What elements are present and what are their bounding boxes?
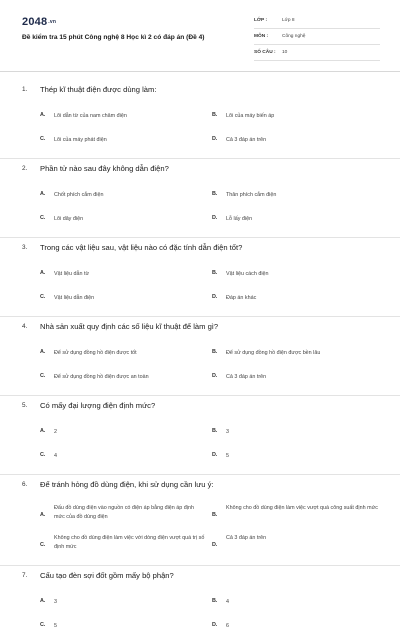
question-3	[0, 238, 400, 317]
page-header	[0, 0, 400, 68]
question-options	[0, 592, 400, 640]
option-row	[0, 501, 400, 531]
question-options	[0, 501, 400, 561]
option-text: 4	[54, 453, 57, 459]
option-text: Cả 3 đáp án trên	[226, 137, 267, 143]
option-b[interactable]	[212, 106, 382, 130]
header-divider	[0, 71, 400, 72]
option-b[interactable]	[212, 501, 382, 531]
question-options	[0, 185, 400, 233]
question-4	[0, 317, 400, 396]
option-row	[0, 531, 400, 561]
option-letter: C.	[40, 136, 46, 142]
question-text: Có mấy đại lượng điện định mức?	[40, 401, 156, 410]
question-list	[0, 80, 400, 640]
question-header	[0, 159, 400, 185]
option-row	[0, 209, 400, 233]
meta-count-key: SỐ CÂU :	[254, 50, 276, 55]
option-row	[0, 422, 400, 446]
question-text: Thép kĩ thuật điện được dùng làm:	[40, 85, 157, 94]
meta-class-value: Lớp 8	[282, 18, 295, 23]
option-d[interactable]	[212, 130, 382, 154]
option-c[interactable]	[40, 446, 210, 470]
option-row	[0, 264, 400, 288]
option-row	[0, 106, 400, 130]
option-letter: D.	[212, 452, 218, 458]
option-text: 4	[226, 599, 229, 605]
question-number: 7.	[22, 572, 28, 579]
option-row	[0, 288, 400, 312]
option-text: Không cho đồ dùng điện làm việc với dòng điện vượt quá trị số định mức	[54, 535, 205, 550]
option-letter: C.	[40, 373, 46, 379]
option-text: 3	[54, 599, 57, 605]
option-text: Cả 3 đáp án trên	[226, 535, 267, 541]
option-letter: D.	[212, 622, 218, 628]
option-letter: C.	[40, 542, 46, 548]
question-2	[0, 159, 400, 238]
option-c[interactable]	[40, 288, 210, 312]
option-letter: B.	[212, 512, 218, 518]
option-text: Đấu đồ dùng điện vào nguồn có điện áp bằng điện áp định mức của đồ dùng điện	[54, 505, 194, 520]
option-a[interactable]	[40, 185, 210, 209]
option-text: 6	[226, 623, 229, 629]
question-header	[0, 80, 400, 106]
option-letter: D.	[212, 215, 218, 221]
question-text: Trong các vật liệu sau, vật liệu nào có đặc tính dẫn điện tốt?	[40, 243, 243, 252]
question-header	[0, 475, 400, 501]
question-options	[0, 106, 400, 154]
option-row	[0, 446, 400, 470]
option-letter: B.	[212, 191, 218, 197]
option-letter: A.	[40, 270, 46, 276]
meta-subject-row	[254, 31, 380, 45]
question-text: Để tránh hỏng đồ dùng điện, khi sử dụng cần lưu ý:	[40, 480, 214, 489]
option-letter: A.	[40, 428, 46, 434]
option-b[interactable]	[212, 185, 382, 209]
option-letter: A.	[40, 598, 46, 604]
option-letter: C.	[40, 215, 46, 221]
option-letter: B.	[212, 270, 218, 276]
question-number: 2.	[22, 165, 28, 172]
question-number: 5.	[22, 402, 28, 409]
option-text: Để sử dụng đồng hồ điện được tốt	[54, 350, 137, 356]
option-text: 2	[54, 429, 57, 435]
question-number: 1.	[22, 86, 28, 93]
option-text: Cả 3 đáp án trên	[226, 374, 267, 380]
question-text: Phần tử nào sau đây không dẫn điện?	[40, 164, 169, 173]
question-text: Nhà sản xuất quy định các số liệu kĩ thuật để làm gì?	[40, 322, 219, 331]
question-header	[0, 396, 400, 422]
option-text: Không cho đồ dùng điện làm việc vượt quá công suất định mức	[226, 505, 378, 511]
option-letter: D.	[212, 294, 218, 300]
option-d[interactable]	[212, 616, 382, 640]
option-text: Thân phích cắm điện	[226, 192, 277, 198]
option-text: Vật liệu dẫn từ	[54, 271, 90, 277]
meta-class-key: LỚP :	[254, 18, 268, 23]
option-letter: D.	[212, 542, 218, 548]
option-d[interactable]	[212, 367, 382, 391]
option-text: Vật liệu dẫn điện	[54, 295, 95, 301]
option-c[interactable]	[40, 531, 210, 561]
meta-count-row	[254, 47, 380, 61]
option-a[interactable]	[40, 106, 210, 130]
option-text: Để sử dụng đồng hồ điện được an toàn	[54, 374, 149, 380]
option-text: Lõi của máy biến áp	[226, 113, 275, 119]
option-b[interactable]	[212, 343, 382, 367]
option-d[interactable]	[212, 209, 382, 233]
meta-count-value: 10	[282, 50, 288, 55]
option-text: Vật liệu cách điện	[226, 271, 269, 277]
option-letter: A.	[40, 512, 46, 518]
option-row	[0, 185, 400, 209]
option-letter: A.	[40, 112, 46, 118]
option-d[interactable]	[212, 531, 382, 561]
option-letter: C.	[40, 452, 46, 458]
option-b[interactable]	[212, 422, 382, 446]
option-c[interactable]	[40, 616, 210, 640]
meta-class-row	[254, 15, 380, 29]
document-title: Đề kiểm tra 15 phút Công nghệ 8 Học kì 2 có đáp án (Đề 4)	[22, 34, 205, 41]
meta-subject-value: Công nghệ	[282, 34, 306, 39]
option-text: Đáp án khác	[226, 295, 257, 301]
option-text: Lõi của máy phát điện	[54, 137, 107, 143]
option-d[interactable]	[212, 288, 382, 312]
option-letter: B.	[212, 598, 218, 604]
question-header	[0, 238, 400, 264]
option-text: Lõi dây điện	[54, 216, 84, 222]
option-text: Lỗ lấy điện	[226, 216, 253, 222]
option-letter: A.	[40, 191, 46, 197]
option-row	[0, 367, 400, 391]
option-row	[0, 343, 400, 367]
logo-suffix-text: .vn	[48, 19, 57, 26]
option-row	[0, 130, 400, 154]
option-text: 5	[226, 453, 229, 459]
option-letter: D.	[212, 373, 218, 379]
option-c[interactable]	[40, 130, 210, 154]
meta-subject-key: MÔN :	[254, 34, 269, 39]
question-header	[0, 566, 400, 592]
option-text: Lõi dẫn từ của nam châm điện	[54, 113, 127, 119]
option-letter: C.	[40, 294, 46, 300]
question-number: 4.	[22, 323, 28, 330]
option-b[interactable]	[212, 592, 382, 616]
question-options	[0, 264, 400, 312]
option-a[interactable]	[40, 422, 210, 446]
question-number: 3.	[22, 244, 28, 251]
option-c[interactable]	[40, 367, 210, 391]
option-letter: B.	[212, 112, 218, 118]
logo-main-text: 2048	[22, 16, 48, 28]
question-options	[0, 422, 400, 470]
option-row	[0, 592, 400, 616]
question-6	[0, 475, 400, 566]
option-b[interactable]	[212, 264, 382, 288]
option-letter: D.	[212, 136, 218, 142]
question-7	[0, 566, 400, 640]
site-logo[interactable]	[22, 16, 56, 28]
document-meta	[254, 15, 380, 61]
option-text: 5	[54, 623, 57, 629]
option-a[interactable]	[40, 501, 210, 531]
question-1	[0, 80, 400, 159]
question-header	[0, 317, 400, 343]
option-c[interactable]	[40, 209, 210, 233]
option-d[interactable]	[212, 446, 382, 470]
option-letter: B.	[212, 349, 218, 355]
option-row	[0, 616, 400, 640]
option-letter: B.	[212, 428, 218, 434]
question-5	[0, 396, 400, 475]
option-a[interactable]	[40, 592, 210, 616]
option-text: Để sử dụng đồng hồ điện được bền lâu	[226, 350, 321, 356]
option-letter: A.	[40, 349, 46, 355]
option-a[interactable]	[40, 343, 210, 367]
option-letter: C.	[40, 622, 46, 628]
option-a[interactable]	[40, 264, 210, 288]
question-text: Cấu tạo đèn sợi đốt gồm mấy bộ phận?	[40, 571, 174, 580]
question-options	[0, 343, 400, 391]
question-number: 6.	[22, 481, 28, 488]
option-text: Chốt phích cắm điện	[54, 192, 104, 198]
option-text: 3	[226, 429, 229, 435]
